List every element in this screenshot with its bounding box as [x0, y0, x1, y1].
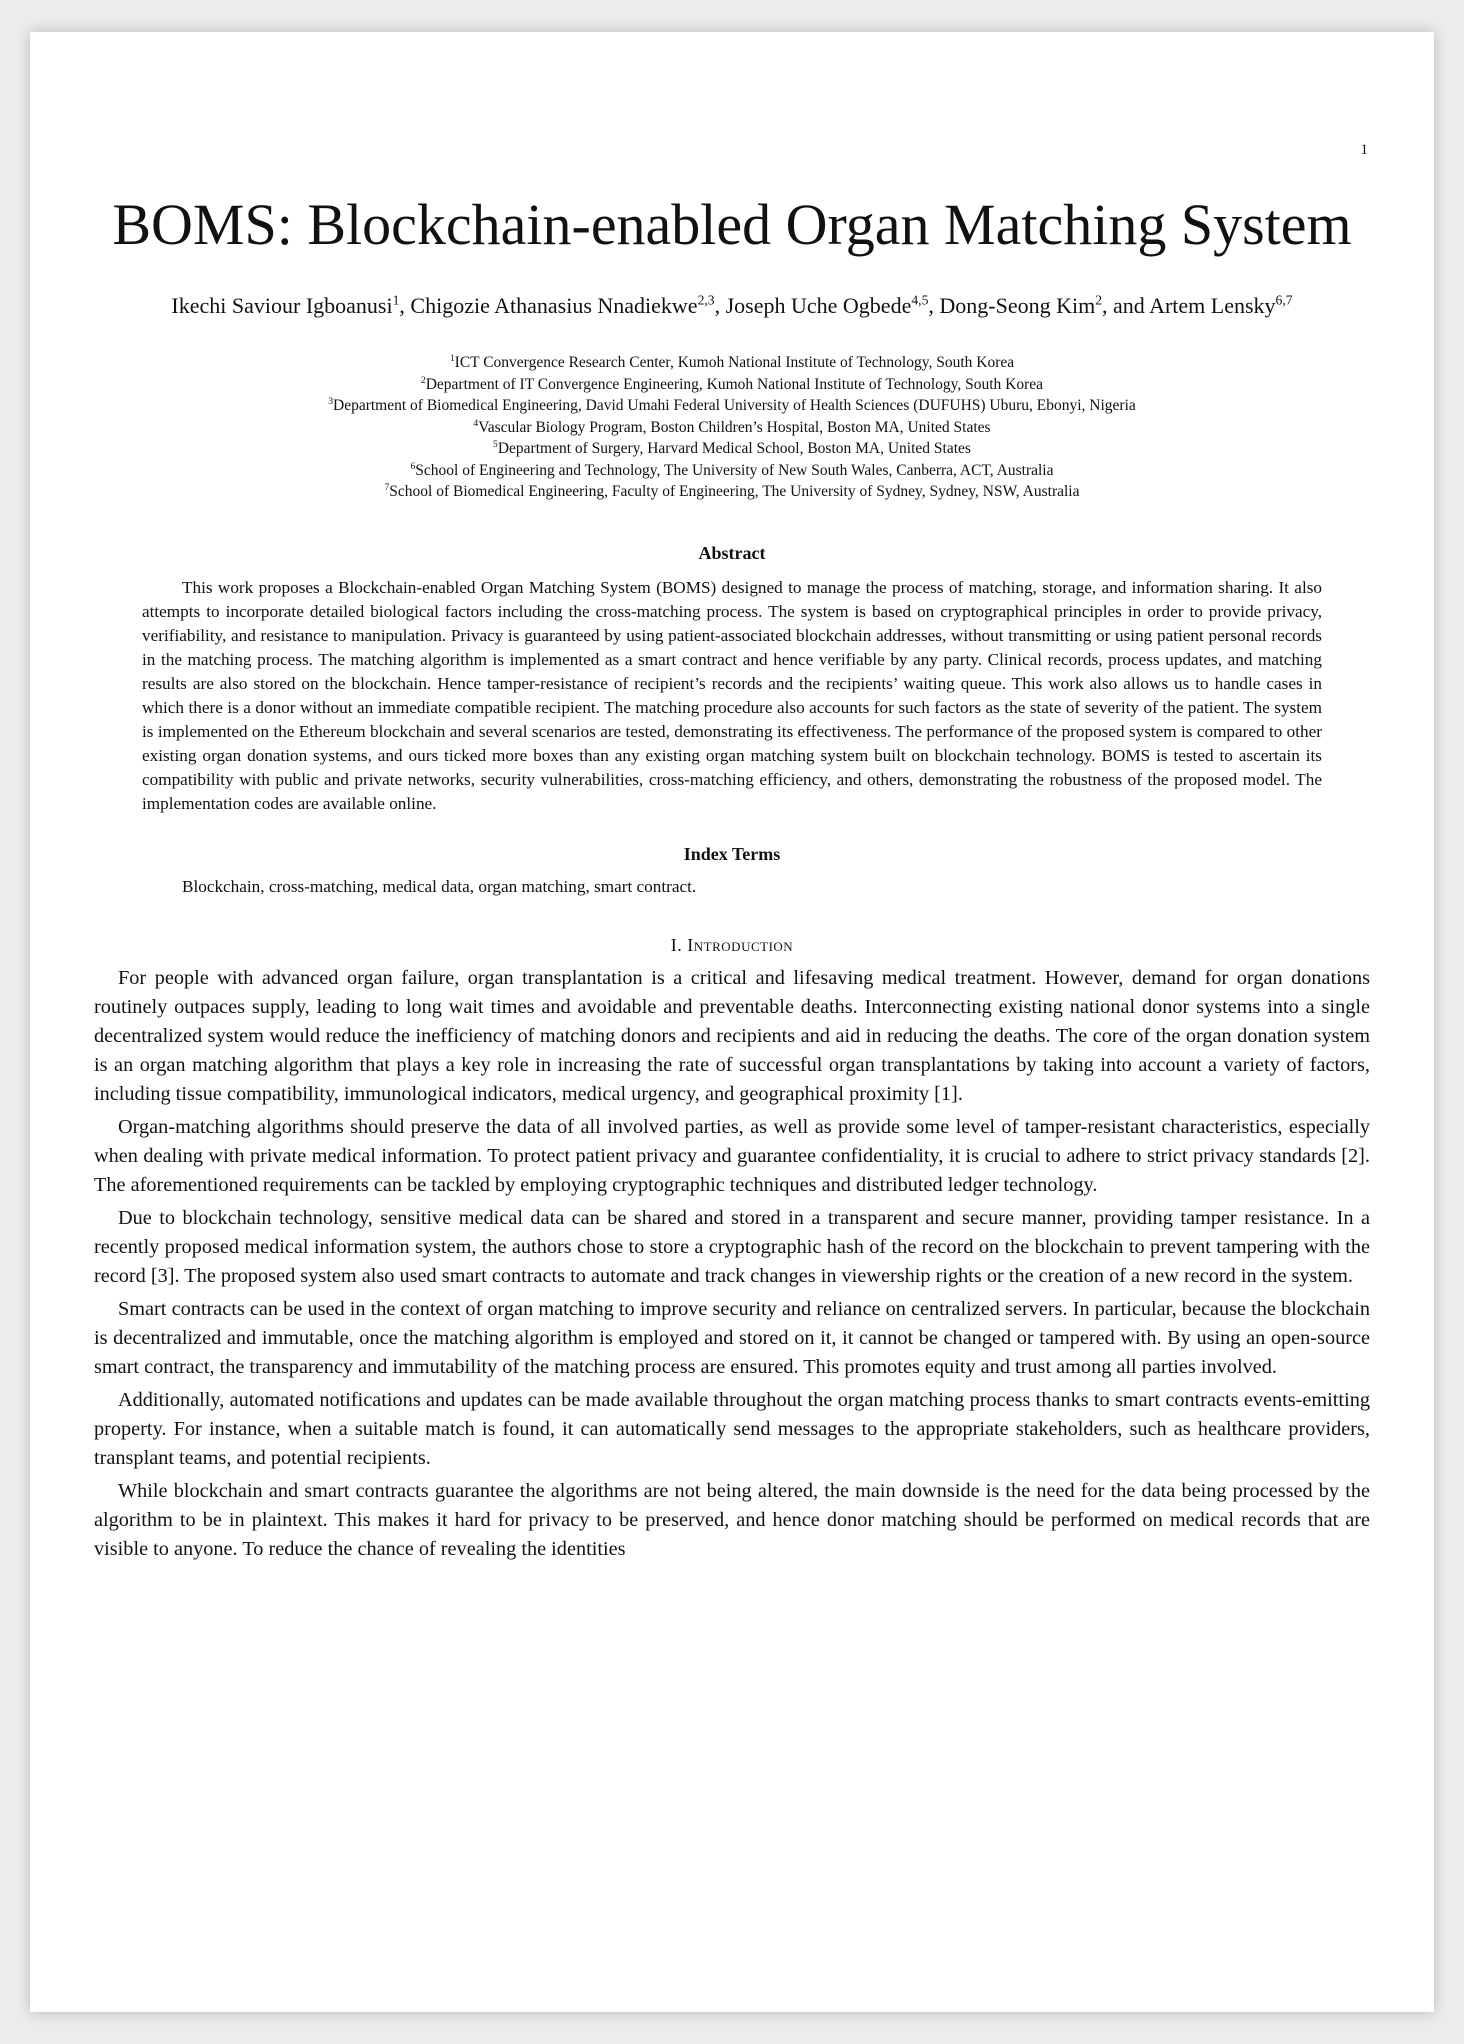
- affiliation: [94, 395, 1370, 417]
- author-name: Joseph Uche Ogbede: [725, 293, 912, 318]
- affiliation-text: Department of IT Convergence Engineering, Kumoh National Institute of Technology, South Korea: [425, 375, 1044, 393]
- affiliation-text: Vascular Biology Program, Boston Children’s Hospital, Boston MA, United States: [478, 418, 991, 436]
- affiliation: [94, 460, 1370, 482]
- affiliation-sup: 5: [493, 438, 498, 450]
- affiliation-sup: 1: [449, 352, 455, 364]
- author: [939, 293, 1149, 318]
- index-terms-text: Blockchain, cross-matching, medical data, organ matching, smart contract.: [182, 876, 697, 896]
- body-paragraph: While blockchain and smart contracts guarantee the algorithms are not being altered, the main downside is the need for the data being processed by the algorithm to be in plaintext. This makes it hard for privacy to be preserved, and hence donor matching should be performed on medical records that are visible to anyone. To reduce the chance of revealing the identities: [94, 1479, 1370, 1560]
- body-paragraph: Additionally, automated notifications and updates can be made available throughout the organ matching process thanks to smart contracts events-emitting property. For instance, when a suitable match is found, it can automatically send messages to the appropriate stakeholders, such as healthcare providers, transplant teams, and potential recipients.: [94, 1388, 1370, 1469]
- affiliation-text: Department of Surgery, Harvard Medical School, Boston MA, United States: [497, 440, 971, 457]
- affiliation-sup: 2: [420, 374, 426, 386]
- author-affil-sup: 2,3: [697, 292, 715, 308]
- abstract-heading: Abstract: [698, 542, 766, 563]
- body-paragraph: Organ-matching algorithms should preserve the data of all involved parties, as well as provide some level of tamper-resistant characteristics, especially when dealing with private medical information. To protect patient privacy and guarantee confidentiality, it is crucial to adhere to strict privacy standards [2]. The aforementioned requirements can be tackled by employing cryptographic techniques and distributed ledger technology.: [94, 1115, 1370, 1196]
- author-affil-sup: 1: [392, 292, 400, 308]
- affiliation: [94, 352, 1370, 374]
- body-paragraph: Due to blockchain technology, sensitive medical data can be shared and stored in a transparent and secure manner, providing tamper resistance. In a recently proposed medical information system, the authors chose to store a cryptographic hash of the record on the blockchain to prevent tampering with the record [3]. The proposed system also used smart contracts to automate and track changes in viewership rights or the creation of a new record in the system.: [94, 1206, 1370, 1287]
- affiliation: [94, 374, 1370, 396]
- index-terms-heading: Index Terms: [683, 843, 781, 864]
- page-number: 1: [1360, 142, 1368, 158]
- body-paragraph: For people with advanced organ failure, organ transplantation is a critical and lifesaving medical treatment. However, demand for organ donations routinely outpaces supply, leading to long wait times and avoidable and preventable deaths. Interconnecting existing national donor systems into a single decentralized system would reduce the inefficiency of matching donors and recipients and aid in reducing the deaths. The core of the organ donation system is an organ matching algorithm that plays a key role in increasing the rate of successful organ transplantations by taking into account a variety of factors, including tissue compatibility, immunological indicators, medical urgency, and geographical proximity [1].: [94, 966, 1370, 1105]
- affiliation: [94, 481, 1370, 503]
- author-separator: ,: [928, 293, 940, 318]
- author-affil-sup: 2: [1095, 292, 1103, 308]
- section-heading-introduction: [94, 935, 1370, 956]
- author-separator: , and: [1102, 293, 1150, 318]
- affiliation-sup: 7: [384, 481, 390, 493]
- author-name: Chigozie Athanasius Nnadiekwe: [410, 293, 698, 318]
- author-name: Artem Lensky: [1149, 293, 1276, 318]
- affiliation-list: [94, 352, 1370, 503]
- affiliation-text: ICT Convergence Research Center, Kumoh National Institute of Technology, South Korea: [454, 354, 1015, 371]
- affiliation-sup: 4: [473, 417, 479, 429]
- paper-page: [30, 32, 1434, 2012]
- author-separator: ,: [714, 293, 726, 318]
- section-title: Introduction: [687, 934, 794, 955]
- body-paragraph: Smart contracts can be used in the context of organ matching to improve security and reliance on centralized servers. In particular, because the blockchain is decentralized and immutable, once the matching algorithm is employed and stored on it, it cannot be changed or tampered with. By using an open-source smart contract, the transparency and immutability of the matching process are ensured. This promotes equity and trust among all parties involved.: [94, 1297, 1370, 1378]
- affiliation-text: School of Engineering and Technology, The University of New South Wales, Canberra, ACT, Australia: [415, 461, 1054, 479]
- affiliation: [94, 417, 1370, 439]
- author-name: Dong-Seong Kim: [939, 293, 1096, 318]
- abstract-text: This work proposes a Blockchain-enabled Organ Matching System (BOMS) designed to manage the process of matching, storage, and information sharing. It also attempts to incorporate detailed biological factors including the cross-matching process. The system is based on cryptographical principles in order to provide privacy, verifiability, and resistance to manipulation. Privacy is guaranteed by using patient-associated blockchain addresses, without transmitting or using patient personal records in the matching process. The matching algorithm is implemented as a smart contract and hence verifiable by any party. Clinical records, process updates, and matching results are also stored on the blockchain. Hence tamper-resistance of recipient’s records and the recipients’ waiting queue. This work also allows us to handle cases in which there is a donor without an immediate compatible recipient. The matching procedure also accounts for such factors as the state of severity of the patient. The system is implemented on the Ethereum blockchain and several scenarios are tested, demonstrating its effectiveness. The performance of the proposed system is compared to other existing organ donation systems, and ours ticked more boxes than any existing organ matching system built on blockchain technology. BOMS is tested to ascertain its compatibility with public and private networks, security vulnerabilities, cross-matching efficiency, and others, demonstrating the robustness of the proposed model. The implementation codes are available online.: [142, 577, 1322, 813]
- introduction-body: [94, 964, 1370, 1564]
- author-affil-sup: 4,5: [911, 292, 929, 308]
- affiliation-sup: 6: [410, 460, 416, 472]
- author-separator: ,: [399, 293, 411, 318]
- author: [410, 293, 725, 318]
- affiliation: [94, 438, 1370, 460]
- author-list: [124, 290, 1340, 322]
- author: [171, 293, 410, 318]
- author: [1149, 293, 1293, 318]
- affiliation-text: Department of Biomedical Engineering, David Umahi Federal University of Health Sciences (DUFUHS) Uburu, Ebonyi, Nigeria: [333, 397, 1136, 414]
- author-affil-sup: 6,7: [1275, 292, 1293, 308]
- section-number: I.: [670, 934, 683, 955]
- author: [726, 293, 940, 318]
- author-name: Ikechi Saviour Igboanusi: [171, 293, 393, 318]
- affiliation-text: School of Biomedical Engineering, Faculty of Engineering, The University of Sydney, Sydney, NSW, Australia: [389, 483, 1080, 500]
- affiliation-sup: 3: [328, 395, 333, 407]
- paper-title: BOMS: Blockchain-enabled Organ Matching System: [112, 192, 1352, 257]
